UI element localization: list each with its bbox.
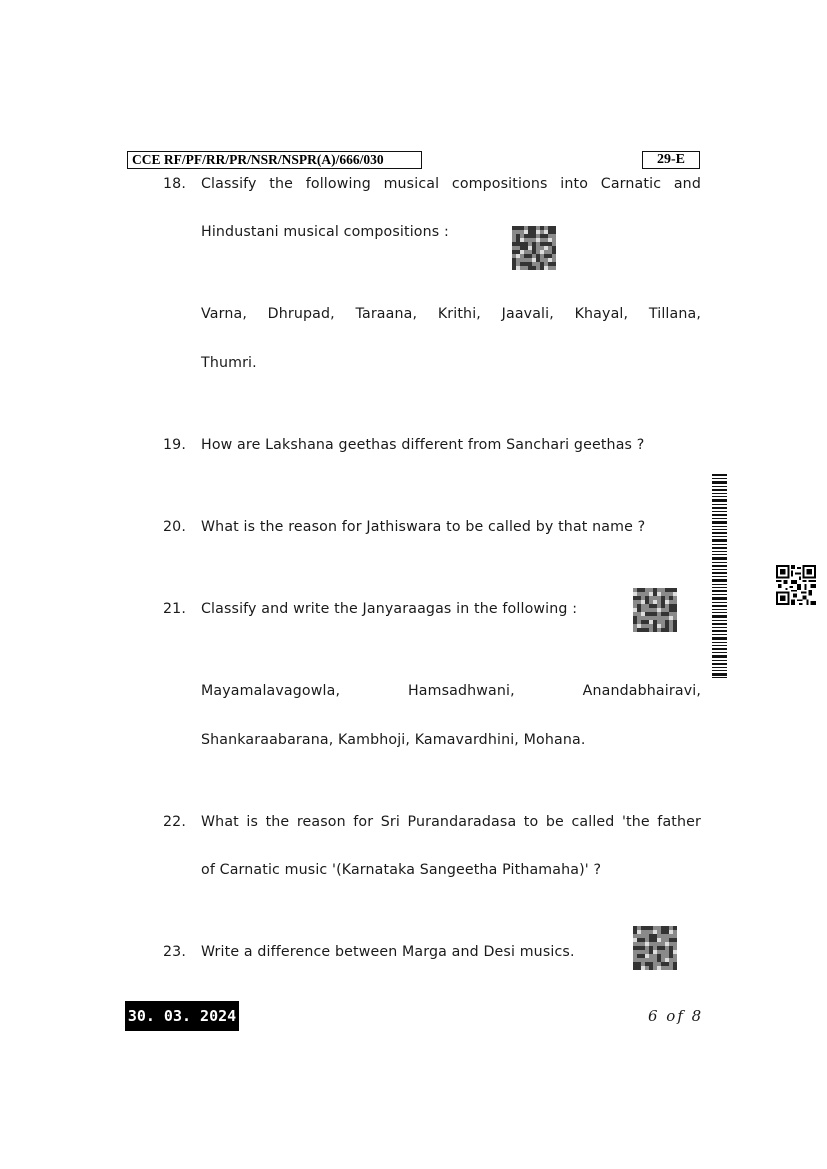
question-number: 22. <box>163 814 187 830</box>
question-text-line: Classify the following musical compositions into Carnatic and <box>201 176 701 192</box>
items-line: Mayamalavagowla, Hamsadhwani, Anandabhairavi, <box>201 683 701 699</box>
items-line: Varna, Dhrupad, Taraana, Krithi, Jaavali, Khayal, Tillana, <box>201 306 701 322</box>
question-number: 19. <box>163 437 187 453</box>
question-text-line: What is the reason for Sri Purandaradasa to be called 'the father <box>201 814 701 830</box>
question-number: 20. <box>163 519 187 535</box>
qr-code-icon <box>633 926 677 970</box>
items-line: Thumri. <box>201 355 257 371</box>
question-text-line: Classify and write the Janyaraagas in the following : <box>201 601 578 617</box>
question-text-line: What is the reason for Jathiswara to be called by that name ? <box>201 519 646 535</box>
barcode-icon <box>712 474 727 678</box>
question-text-line: Hindustani musical compositions : <box>201 224 449 240</box>
exam-code-box: CCE RF/PF/RR/PR/NSR/NSPR(A)/666/030 <box>127 151 422 169</box>
qr-code-icon <box>512 226 556 270</box>
page-number: 6 of 8 <box>648 1007 704 1025</box>
question-text-line: How are Lakshana geethas different from Sanchari geethas ? <box>201 437 645 453</box>
question-number: 23. <box>163 944 187 960</box>
paper-code-box: 29-E <box>642 151 700 169</box>
question-number: 21. <box>163 601 187 617</box>
exam-date-badge: 30. 03. 2024 <box>125 1001 239 1031</box>
question-text-line: Write a difference between Marga and Desi musics. <box>201 944 575 960</box>
qr-code-icon <box>633 588 677 632</box>
question-text-line: of Carnatic music '(Karnataka Sangeetha Pithamaha)' ? <box>201 862 602 878</box>
qr-code-icon <box>776 565 816 605</box>
items-line: Shankaraabarana, Kambhoji, Kamavardhini, Mohana. <box>201 732 586 748</box>
question-number: 18. <box>163 176 187 192</box>
